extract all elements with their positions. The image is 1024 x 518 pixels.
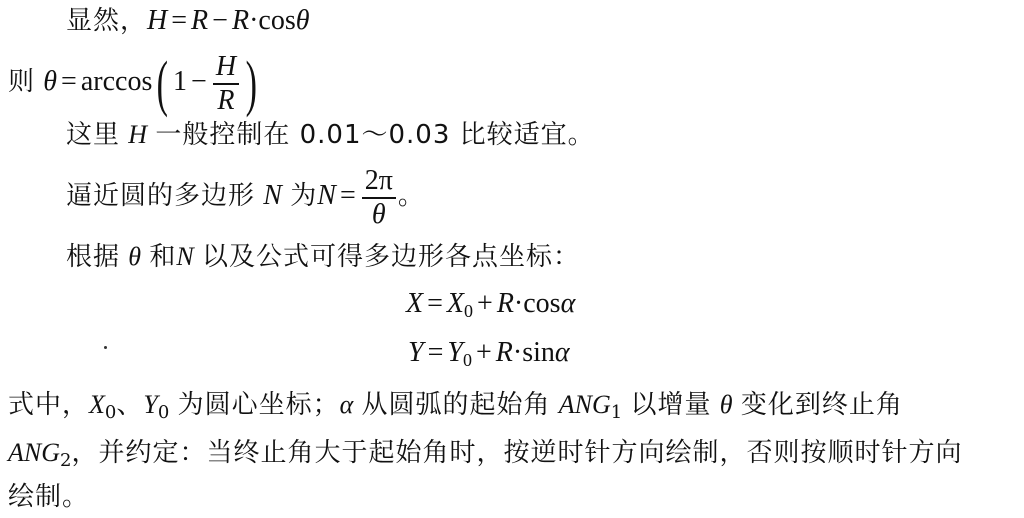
text-line-1 xyxy=(66,4,309,38)
math-func: arccos xyxy=(80,66,153,97)
math-var: Y xyxy=(447,337,463,368)
math-func: cos xyxy=(258,5,296,36)
math-var: N xyxy=(317,180,336,211)
math-var: R xyxy=(191,5,209,36)
math-var: R xyxy=(495,337,513,368)
text-line-3 xyxy=(66,118,595,152)
math-var: N xyxy=(176,242,194,271)
math-op: − xyxy=(191,66,207,97)
math-op: · xyxy=(512,337,523,368)
math-var: R xyxy=(496,288,514,319)
math-op: = xyxy=(427,288,443,319)
math-subscript: 2 xyxy=(60,450,72,471)
math-var: H xyxy=(147,5,168,36)
text-segment: 、 xyxy=(116,390,144,420)
math-var: θ xyxy=(295,5,310,36)
math-op: + xyxy=(475,337,492,368)
text-segment: 一般控制在 0.01～0.03 比较适宜。 xyxy=(155,120,595,150)
math-subscript: 0 xyxy=(104,402,117,423)
math-var: ANG xyxy=(558,390,611,419)
math-op: = xyxy=(339,180,356,211)
text-segment: 和 xyxy=(149,242,177,272)
math-var: θ xyxy=(128,242,142,271)
text-segment: 从圆弧的起始角 xyxy=(361,390,551,420)
math-op: + xyxy=(477,288,493,319)
math-subscript: 0 xyxy=(462,350,472,370)
math-var: N xyxy=(263,180,282,211)
text-segment: 式中， xyxy=(8,390,90,420)
math-op: − xyxy=(212,5,228,36)
text-segment: 这里 xyxy=(66,120,121,150)
text-segment: 根据 xyxy=(66,242,121,272)
math-var: ANG xyxy=(8,438,60,467)
text-segment: 变化到终止角 xyxy=(740,390,903,420)
text-line-4 xyxy=(66,166,425,229)
math-op: = xyxy=(171,5,188,36)
text-segment: 显然， xyxy=(66,6,148,36)
text-line-8 xyxy=(8,388,903,430)
math-var: θ xyxy=(719,390,733,419)
math-var: α xyxy=(554,337,570,368)
math-op: = xyxy=(61,66,77,97)
math-op: · xyxy=(249,5,259,36)
math-var: R xyxy=(231,5,250,36)
text-segment: 为 xyxy=(290,181,318,211)
equation-x xyxy=(406,287,575,328)
math-var: θ xyxy=(43,66,58,97)
math-func: sin xyxy=(522,337,555,368)
math-op: = xyxy=(427,337,444,368)
text-segment: 以及公式可得多边形各点坐标： xyxy=(201,242,580,272)
fraction-numerator: H xyxy=(213,53,239,85)
math-var: H xyxy=(128,120,148,149)
math-var: α xyxy=(339,390,354,419)
math-var: Y xyxy=(143,390,158,419)
math-op: · xyxy=(513,288,524,319)
text-line-9 xyxy=(8,436,962,478)
text-segment: 绘制。 xyxy=(8,482,90,512)
text-segment: 逼近圆的多边形 xyxy=(66,181,256,211)
scan-speck xyxy=(104,346,107,349)
fraction xyxy=(213,50,239,116)
math-func: cos xyxy=(523,288,561,319)
text-segment: ，并约定：当终止角大于起始角时，按逆时针方向绘制，否则按顺时针方向 xyxy=(71,438,963,468)
text-line-2 xyxy=(8,49,262,118)
text-line-5 xyxy=(66,240,580,274)
fraction-numerator: 2π xyxy=(362,167,396,199)
text-line-10 xyxy=(8,480,89,514)
text-segment: 以增量 xyxy=(630,390,712,420)
text-segment: 为圆心坐标； xyxy=(177,390,340,420)
math-number: 1 xyxy=(173,66,188,97)
math-subscript: 0 xyxy=(157,402,170,423)
math-var: Y xyxy=(408,337,424,368)
fraction xyxy=(362,164,396,230)
math-var: α xyxy=(560,288,576,319)
right-paren: ) xyxy=(245,49,258,118)
math-subscript: 1 xyxy=(610,402,623,423)
text-segment: 则 xyxy=(8,67,36,97)
fraction-denominator: R xyxy=(217,84,235,116)
left-paren: ( xyxy=(157,49,169,118)
equation-y xyxy=(408,336,570,377)
fraction-denominator: θ xyxy=(371,198,386,230)
math-var: X xyxy=(406,288,424,319)
text-segment: 。 xyxy=(397,181,425,211)
math-var: X xyxy=(446,288,465,319)
math-var: X xyxy=(89,390,105,419)
math-subscript: 0 xyxy=(464,301,474,321)
